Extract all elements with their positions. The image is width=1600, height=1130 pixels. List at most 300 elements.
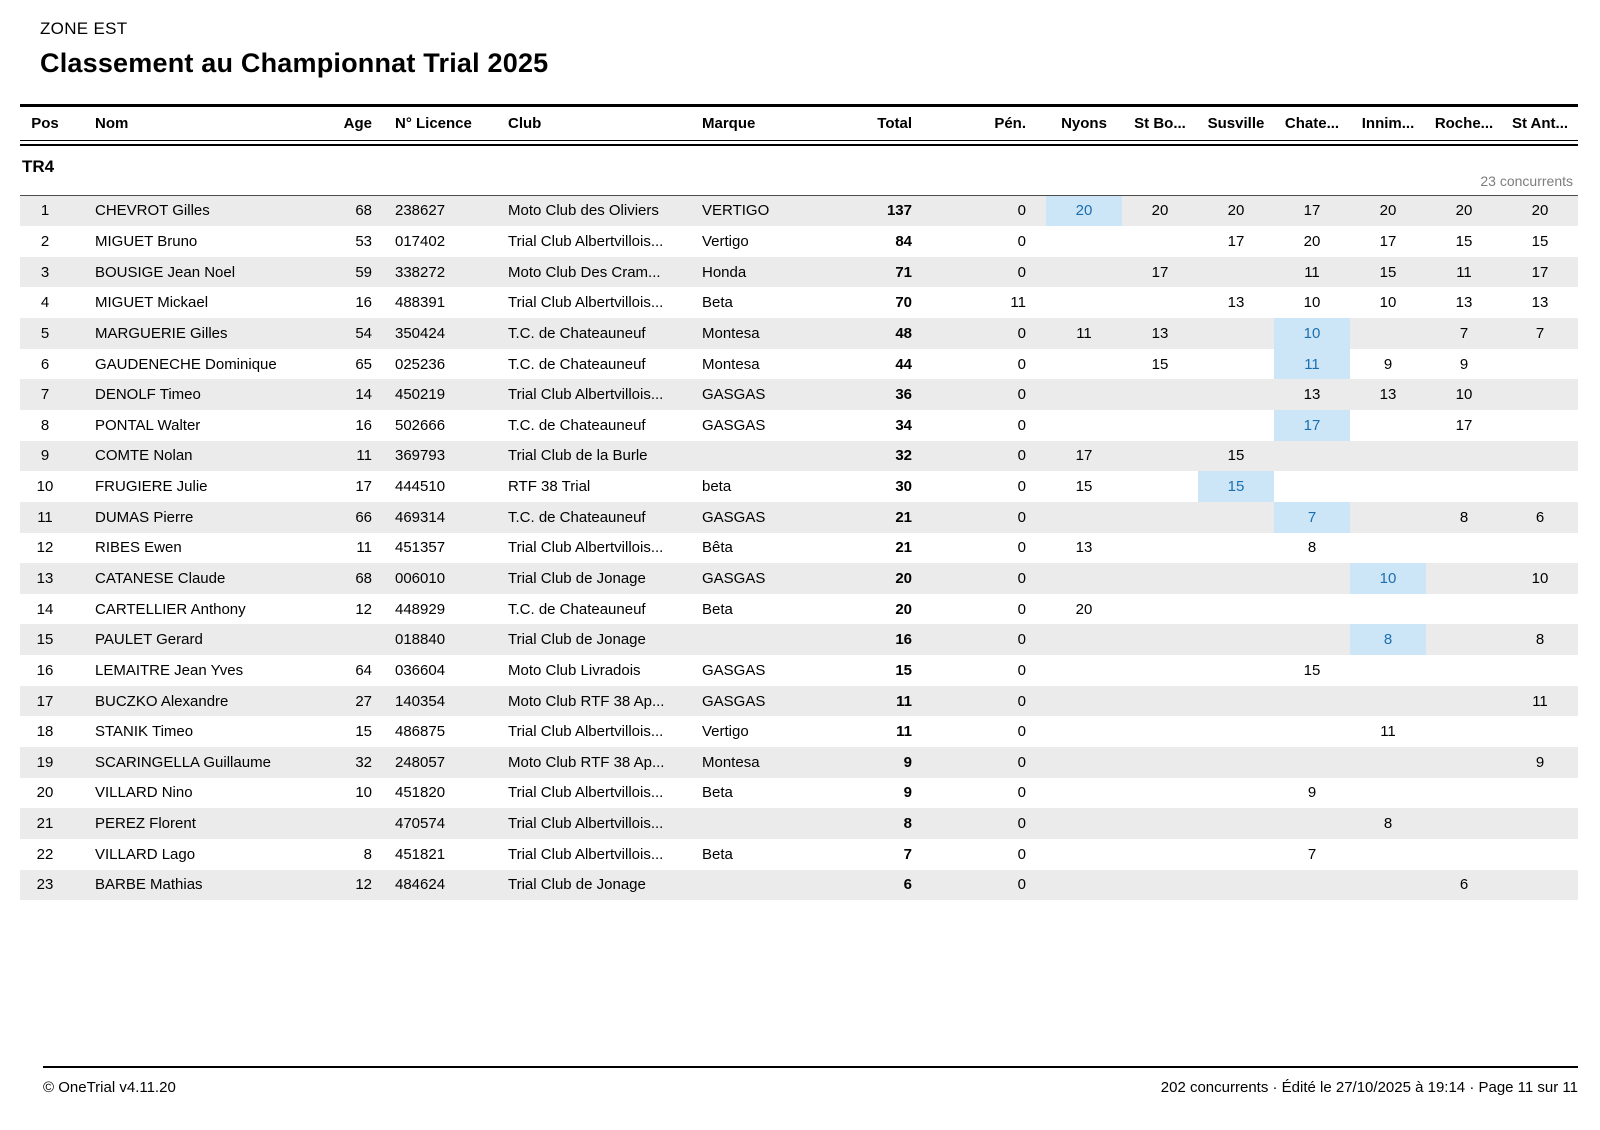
cell-total: 20 bbox=[895, 600, 912, 618]
cell-total: 44 bbox=[895, 355, 912, 373]
column-header-stant: St Ant... bbox=[1511, 115, 1569, 132]
table-row bbox=[20, 287, 1578, 318]
results-table bbox=[20, 196, 1578, 901]
cell-roche bbox=[1426, 471, 1502, 502]
cell-marque: Montesa bbox=[702, 324, 760, 342]
cell-innim bbox=[1350, 839, 1426, 870]
table-row bbox=[20, 655, 1578, 686]
cell-stbo bbox=[1122, 839, 1198, 870]
cell-pos: 18 bbox=[36, 723, 54, 741]
cell-chate: 9 bbox=[1307, 784, 1317, 802]
cell-nyons bbox=[1046, 624, 1122, 655]
cell-nyons bbox=[1046, 870, 1122, 901]
table-row bbox=[20, 502, 1578, 533]
cell-nom: DENOLF Timeo bbox=[95, 386, 201, 404]
cell-club: T.C. de Chateauneuf bbox=[508, 600, 646, 618]
cell-susville bbox=[1198, 870, 1274, 901]
cell-pen: 0 bbox=[1017, 447, 1026, 465]
cell-innim bbox=[1350, 441, 1426, 472]
cell-licence: 018840 bbox=[395, 631, 446, 649]
column-header-club: Club bbox=[508, 115, 542, 132]
cell-roche: 9 bbox=[1459, 355, 1469, 373]
cell-susville bbox=[1198, 839, 1274, 870]
cell-roche: 17 bbox=[1455, 416, 1473, 434]
cell-marque: VERTIGO bbox=[702, 202, 770, 220]
cell-licence: 484624 bbox=[395, 876, 446, 894]
cell-stbo bbox=[1122, 379, 1198, 410]
cell-nyons bbox=[1046, 778, 1122, 809]
cell-age bbox=[340, 808, 372, 839]
cell-marque: beta bbox=[702, 478, 732, 496]
column-header-age: Age bbox=[343, 115, 372, 132]
cell-susville: 17 bbox=[1227, 232, 1245, 250]
cell-age: 8 bbox=[363, 845, 372, 863]
cell-pen: 11 bbox=[1010, 294, 1026, 312]
cell-stant bbox=[1502, 716, 1578, 747]
cell-chate bbox=[1274, 563, 1350, 594]
cell-pos: 2 bbox=[40, 232, 50, 250]
cell-marque: Honda bbox=[702, 263, 747, 281]
cell-stbo bbox=[1122, 716, 1198, 747]
cell-club: Trial Club de Jonage bbox=[508, 876, 646, 894]
table-row bbox=[20, 808, 1578, 839]
table-row bbox=[20, 839, 1578, 870]
cell-pos: 7 bbox=[40, 386, 50, 404]
cell-club: Trial Club de Jonage bbox=[508, 570, 646, 587]
cell-stant: 20 bbox=[1531, 202, 1549, 220]
cell-total: 9 bbox=[903, 753, 912, 771]
cell-pen: 0 bbox=[1017, 815, 1026, 833]
cell-stant bbox=[1502, 655, 1578, 686]
cell-innim bbox=[1350, 410, 1426, 441]
cell-licence: 248057 bbox=[395, 753, 446, 771]
cell-total: 15 bbox=[895, 661, 912, 679]
page-title: Classement au Championnat Trial 2025 bbox=[40, 48, 549, 78]
cell-stbo bbox=[1122, 287, 1198, 318]
cell-stant: 10 bbox=[1531, 570, 1549, 587]
cell-nom: CATANESE Claude bbox=[95, 570, 226, 587]
cell-pos: 23 bbox=[36, 876, 54, 894]
competitor-count: 23 concurrents bbox=[1480, 172, 1573, 189]
cell-nom: CHEVROT Gilles bbox=[95, 202, 210, 220]
cell-roche: 20 bbox=[1455, 202, 1473, 220]
cell-nom: GAUDENECHE Dominique bbox=[95, 355, 277, 373]
cell-total: 8 bbox=[903, 815, 912, 833]
cell-pen: 0 bbox=[1017, 202, 1026, 220]
cell-roche: 6 bbox=[1459, 876, 1469, 894]
cell-total: 20 bbox=[895, 570, 912, 587]
cell-club: Moto Club Des Cram... bbox=[508, 263, 661, 281]
cell-nyons bbox=[1046, 502, 1122, 533]
cell-pos: 11 bbox=[37, 508, 53, 526]
cell-club: T.C. de Chateauneuf bbox=[508, 416, 646, 434]
category-label: TR4 bbox=[22, 156, 55, 176]
cell-licence: 451820 bbox=[395, 784, 446, 802]
cell-nyons: 20 bbox=[1046, 196, 1122, 227]
cell-chate bbox=[1274, 716, 1350, 747]
cell-pos: 3 bbox=[40, 263, 50, 281]
cell-nom: RIBES Ewen bbox=[95, 539, 182, 557]
cell-club: Trial Club Albertvillois... bbox=[508, 723, 664, 741]
cell-stbo: 20 bbox=[1151, 202, 1169, 220]
cell-innim bbox=[1350, 870, 1426, 901]
cell-marque: Montesa bbox=[702, 753, 760, 771]
cell-total: 48 bbox=[895, 324, 912, 342]
cell-nom: COMTE Nolan bbox=[95, 447, 193, 465]
cell-roche bbox=[1426, 778, 1502, 809]
cell-licence: 350424 bbox=[395, 324, 446, 342]
cell-stbo bbox=[1122, 533, 1198, 564]
cell-total: 36 bbox=[895, 386, 912, 404]
cell-total: 137 bbox=[886, 202, 912, 220]
cell-nyons bbox=[1046, 655, 1122, 686]
results-table-area bbox=[20, 104, 1578, 900]
cell-pos: 5 bbox=[40, 324, 50, 342]
cell-pos: 16 bbox=[36, 661, 54, 679]
cell-roche bbox=[1426, 441, 1502, 472]
cell-chate bbox=[1274, 471, 1350, 502]
cell-pos: 12 bbox=[36, 539, 54, 557]
cell-marque: GASGAS bbox=[702, 692, 766, 710]
cell-stant bbox=[1502, 533, 1578, 564]
cell-nom: BOUSIGE Jean Noel bbox=[95, 263, 236, 281]
cell-susville bbox=[1198, 410, 1274, 441]
cell-pos: 17 bbox=[36, 692, 54, 710]
cell-nom: BARBE Mathias bbox=[95, 876, 203, 894]
cell-stant: 13 bbox=[1531, 294, 1549, 312]
cell-susville: 20 bbox=[1227, 202, 1245, 220]
cell-stant: 8 bbox=[1535, 631, 1545, 649]
cell-pen: 0 bbox=[1017, 386, 1026, 404]
table-row bbox=[20, 318, 1578, 349]
cell-susville bbox=[1198, 686, 1274, 717]
cell-roche bbox=[1426, 839, 1502, 870]
cell-nom: MIGUET Bruno bbox=[95, 232, 198, 250]
cell-innim: 13 bbox=[1379, 386, 1397, 404]
cell-nyons: 15 bbox=[1075, 478, 1093, 496]
cell-marque: GASGAS bbox=[702, 416, 766, 434]
cell-pen: 0 bbox=[1017, 263, 1026, 281]
cell-pen: 0 bbox=[1017, 876, 1026, 894]
cell-pen: 0 bbox=[1017, 784, 1026, 802]
cell-total: 9 bbox=[903, 784, 912, 802]
cell-marque bbox=[688, 870, 856, 901]
cell-innim bbox=[1350, 533, 1426, 564]
cell-nyons: 20 bbox=[1075, 600, 1093, 618]
cell-innim: 15 bbox=[1379, 263, 1397, 281]
cell-nyons bbox=[1046, 747, 1122, 778]
column-header-licence: N° Licence bbox=[395, 115, 472, 132]
cell-roche: 15 bbox=[1455, 232, 1473, 250]
cell-roche bbox=[1426, 747, 1502, 778]
cell-marque bbox=[688, 441, 856, 472]
cell-club: RTF 38 Trial bbox=[508, 478, 591, 496]
cell-age: 64 bbox=[355, 661, 372, 679]
cell-innim bbox=[1350, 471, 1426, 502]
cell-age: 11 bbox=[356, 539, 372, 557]
cell-innim: 9 bbox=[1383, 355, 1393, 373]
cell-chate bbox=[1274, 870, 1350, 901]
cell-roche bbox=[1426, 655, 1502, 686]
cell-susville bbox=[1198, 624, 1274, 655]
cell-age: 15 bbox=[355, 723, 372, 741]
cell-chate: 11 bbox=[1304, 263, 1320, 281]
cell-nyons bbox=[1046, 686, 1122, 717]
cell-licence: 486875 bbox=[395, 723, 446, 741]
cell-age: 12 bbox=[355, 876, 372, 894]
cell-pos: 6 bbox=[40, 355, 50, 373]
cell-chate bbox=[1274, 594, 1350, 625]
cell-chate bbox=[1274, 441, 1350, 472]
cell-stbo bbox=[1122, 747, 1198, 778]
cell-nyons: 17 bbox=[1075, 447, 1093, 465]
cell-pos: 20 bbox=[36, 784, 54, 802]
column-header-row bbox=[20, 107, 1578, 140]
cell-licence: 238627 bbox=[395, 202, 446, 220]
cell-nom: MIGUET Mickael bbox=[95, 294, 209, 312]
cell-total: 6 bbox=[903, 876, 912, 894]
cell-chate bbox=[1274, 808, 1350, 839]
cell-pos: 10 bbox=[36, 478, 54, 496]
column-header-innim: Innim... bbox=[1361, 115, 1415, 132]
cell-club: Moto Club RTF 38 Ap... bbox=[508, 753, 665, 771]
column-header-nom: Nom bbox=[95, 115, 129, 132]
cell-age: 16 bbox=[355, 294, 372, 312]
cell-nyons bbox=[1046, 379, 1122, 410]
cell-age: 59 bbox=[355, 263, 372, 281]
cell-susville bbox=[1198, 747, 1274, 778]
cell-marque: GASGAS bbox=[702, 508, 766, 526]
cell-pen: 0 bbox=[1017, 570, 1026, 587]
cell-chate: 17 bbox=[1303, 202, 1321, 220]
cell-pen: 0 bbox=[1017, 692, 1026, 710]
cell-innim bbox=[1350, 655, 1426, 686]
cell-total: 71 bbox=[895, 263, 912, 281]
cell-chate: 15 bbox=[1303, 661, 1321, 679]
cell-nom: BUCZKO Alexandre bbox=[95, 692, 229, 710]
cell-stbo: 13 bbox=[1151, 324, 1169, 342]
cell-innim: 20 bbox=[1379, 202, 1397, 220]
table-row bbox=[20, 778, 1578, 809]
cell-licence: 338272 bbox=[395, 263, 446, 281]
cell-roche bbox=[1426, 563, 1502, 594]
cell-nom: SCARINGELLA Guillaume bbox=[95, 753, 271, 771]
cell-age: 12 bbox=[355, 600, 372, 618]
cell-total: 32 bbox=[895, 447, 912, 465]
column-header-table bbox=[20, 107, 1578, 140]
cell-roche bbox=[1426, 686, 1502, 717]
cell-age: 68 bbox=[355, 570, 372, 587]
cell-nyons bbox=[1046, 226, 1122, 257]
cell-stant bbox=[1502, 594, 1578, 625]
cell-club: Trial Club Albertvillois... bbox=[508, 815, 664, 833]
cell-roche bbox=[1426, 533, 1502, 564]
cell-stbo bbox=[1122, 808, 1198, 839]
table-row bbox=[20, 410, 1578, 441]
table-row bbox=[20, 196, 1578, 227]
cell-chate bbox=[1274, 747, 1350, 778]
column-header-stbo: St Bo... bbox=[1134, 115, 1186, 132]
column-header-susville: Susville bbox=[1207, 115, 1265, 132]
cell-licence: 470574 bbox=[395, 815, 446, 833]
cell-stant bbox=[1502, 839, 1578, 870]
cell-licence: 017402 bbox=[395, 232, 446, 250]
cell-pen: 0 bbox=[1017, 508, 1026, 526]
cell-roche bbox=[1426, 808, 1502, 839]
cell-pen: 0 bbox=[1017, 631, 1026, 649]
cell-pos: 9 bbox=[40, 447, 50, 465]
cell-total: 21 bbox=[895, 539, 912, 557]
cell-marque: Beta bbox=[702, 845, 733, 863]
column-header-pen: Pén. bbox=[994, 115, 1026, 132]
table-row bbox=[20, 594, 1578, 625]
cell-licence: 451357 bbox=[395, 539, 446, 557]
cell-total: 16 bbox=[895, 631, 912, 649]
cell-stant bbox=[1502, 379, 1578, 410]
cell-nyons bbox=[1046, 839, 1122, 870]
category-section-band bbox=[20, 146, 1578, 195]
cell-innim: 10 bbox=[1350, 563, 1426, 594]
cell-total: 34 bbox=[895, 416, 912, 434]
cell-pen: 0 bbox=[1017, 753, 1026, 771]
cell-chate: 7 bbox=[1274, 502, 1350, 533]
cell-nom: PEREZ Florent bbox=[95, 815, 196, 833]
cell-chate bbox=[1274, 686, 1350, 717]
cell-stant bbox=[1502, 349, 1578, 380]
cell-nyons bbox=[1046, 349, 1122, 380]
cell-susville bbox=[1198, 808, 1274, 839]
cell-susville bbox=[1198, 349, 1274, 380]
cell-chate: 11 bbox=[1274, 349, 1350, 380]
cell-total: 30 bbox=[895, 478, 912, 496]
cell-pen: 0 bbox=[1017, 539, 1026, 557]
cell-total: 11 bbox=[896, 723, 912, 741]
cell-nom: DUMAS Pierre bbox=[95, 508, 194, 526]
table-row bbox=[20, 686, 1578, 717]
cell-susville bbox=[1198, 563, 1274, 594]
cell-stbo: 15 bbox=[1151, 355, 1169, 373]
cell-stbo bbox=[1122, 563, 1198, 594]
cell-susville: 15 bbox=[1227, 447, 1245, 465]
cell-nyons: 13 bbox=[1075, 539, 1093, 557]
cell-stant bbox=[1502, 870, 1578, 901]
cell-nom: VILLARD Nino bbox=[95, 784, 193, 802]
cell-marque bbox=[688, 624, 856, 655]
cell-club: Trial Club Albertvillois... bbox=[508, 784, 664, 802]
cell-age: 14 bbox=[355, 386, 372, 404]
cell-stbo bbox=[1122, 441, 1198, 472]
cell-pos: 22 bbox=[36, 845, 54, 863]
report-footer bbox=[43, 1066, 1578, 1096]
cell-age: 17 bbox=[355, 478, 372, 496]
cell-susville bbox=[1198, 533, 1274, 564]
table-row bbox=[20, 349, 1578, 380]
cell-licence: 488391 bbox=[395, 294, 446, 312]
table-row bbox=[20, 716, 1578, 747]
cell-pos: 19 bbox=[36, 753, 54, 771]
column-header-total: Total bbox=[877, 115, 912, 132]
cell-susville bbox=[1198, 594, 1274, 625]
footer-page-info: 202 concurrents · Édité le 27/10/2025 à 19:14 · Page 11 sur 11 bbox=[1160, 1079, 1578, 1096]
cell-stant: 7 bbox=[1535, 324, 1545, 342]
cell-pos: 4 bbox=[40, 294, 50, 312]
cell-marque: Beta bbox=[702, 600, 733, 618]
cell-roche bbox=[1426, 594, 1502, 625]
cell-roche bbox=[1426, 716, 1502, 747]
cell-total: 21 bbox=[895, 508, 912, 526]
cell-stant: 17 bbox=[1531, 263, 1549, 281]
table-row bbox=[20, 870, 1578, 901]
cell-stant: 15 bbox=[1531, 232, 1549, 250]
zone-label: ZONE EST bbox=[40, 19, 128, 38]
footer-rule bbox=[43, 1066, 1578, 1068]
cell-age: 68 bbox=[355, 202, 372, 220]
cell-susville bbox=[1198, 257, 1274, 288]
cell-licence: 502666 bbox=[395, 416, 446, 434]
cell-marque: GASGAS bbox=[702, 570, 766, 587]
cell-pen: 0 bbox=[1017, 416, 1026, 434]
cell-nom: VILLARD Lago bbox=[95, 845, 196, 863]
footer-app-version: © OneTrial v4.11.20 bbox=[43, 1079, 176, 1096]
cell-susville: 13 bbox=[1227, 294, 1245, 312]
cell-innim bbox=[1350, 747, 1426, 778]
cell-stbo bbox=[1122, 594, 1198, 625]
cell-marque: GASGAS bbox=[702, 386, 766, 404]
cell-nom: CARTELLIER Anthony bbox=[95, 600, 246, 618]
cell-age: 27 bbox=[355, 692, 372, 710]
cell-total: 7 bbox=[903, 845, 912, 863]
cell-innim: 10 bbox=[1379, 294, 1397, 312]
cell-stbo bbox=[1122, 655, 1198, 686]
cell-stbo bbox=[1122, 870, 1198, 901]
cell-chate bbox=[1274, 624, 1350, 655]
cell-pen: 0 bbox=[1017, 600, 1026, 618]
cell-marque: Vertigo bbox=[702, 723, 749, 741]
report-header bbox=[40, 18, 548, 80]
cell-roche bbox=[1426, 624, 1502, 655]
cell-innim: 8 bbox=[1350, 624, 1426, 655]
cell-licence: 451821 bbox=[395, 845, 446, 863]
cell-marque: Beta bbox=[702, 784, 733, 802]
cell-innim bbox=[1350, 594, 1426, 625]
cell-club: Moto Club Livradois bbox=[508, 661, 641, 679]
cell-stbo bbox=[1122, 471, 1198, 502]
cell-stbo: 17 bbox=[1151, 263, 1169, 281]
cell-total: 84 bbox=[895, 232, 912, 250]
cell-age: 66 bbox=[355, 508, 372, 526]
cell-chate: 7 bbox=[1307, 845, 1317, 863]
column-header-roche: Roche... bbox=[1434, 115, 1494, 132]
cell-marque: Beta bbox=[702, 294, 733, 312]
cell-licence: 469314 bbox=[395, 508, 446, 526]
cell-nom: PAULET Gerard bbox=[95, 631, 203, 649]
cell-pen: 0 bbox=[1017, 661, 1026, 679]
cell-stbo bbox=[1122, 410, 1198, 441]
cell-club: T.C. de Chateauneuf bbox=[508, 355, 646, 373]
table-row bbox=[20, 563, 1578, 594]
cell-age: 65 bbox=[355, 355, 372, 373]
cell-total: 70 bbox=[895, 294, 912, 312]
cell-age: 10 bbox=[355, 784, 372, 802]
cell-stant bbox=[1502, 471, 1578, 502]
cell-age: 16 bbox=[355, 416, 372, 434]
cell-pos: 21 bbox=[36, 815, 54, 833]
cell-stant: 6 bbox=[1535, 508, 1545, 526]
cell-innim bbox=[1350, 778, 1426, 809]
cell-age: 53 bbox=[355, 232, 372, 250]
cell-susville bbox=[1198, 716, 1274, 747]
cell-club: Trial Club Albertvillois... bbox=[508, 294, 664, 312]
